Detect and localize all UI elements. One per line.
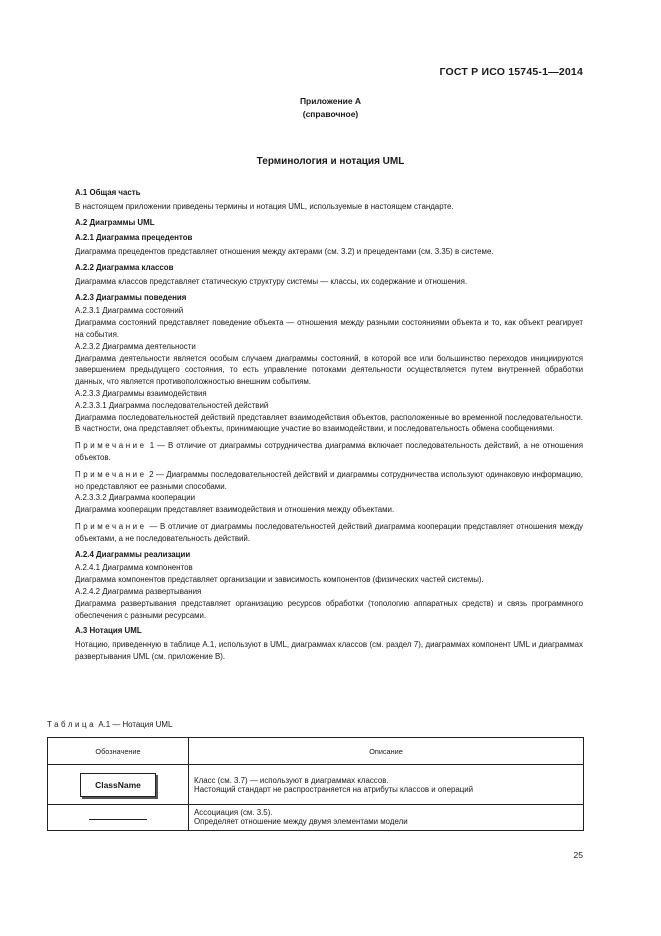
- table-row: [48, 765, 584, 805]
- section-heading: А.2.2 Диаграмма классов: [75, 262, 174, 272]
- section-heading: А.2.1 Диаграмма прецедентов: [75, 233, 193, 243]
- class-description-line2: Настоящий стандарт не распространяется на атрибуты классов и операций: [194, 784, 474, 794]
- note-text: — В отличие от диаграммы последовательностей действий диаграмма кооперации представляет отношения между объектами, а не последовательность действий.: [75, 521, 583, 543]
- table-caption: [47, 720, 172, 729]
- note-label: Примечание: [75, 469, 147, 479]
- body-paragraph: Диаграмма последовательностей действий представляет взаимодействия объектов, расположенные во временной последовательности. В частности, она представляет объекты, принимающие участие во взаимодействии, и последовательность обмена сообщениями.: [75, 412, 583, 434]
- header-symbol: Обозначение: [48, 738, 189, 765]
- body-paragraph: Диаграмма классов представляет статическую структуру системы — классы, их содержание и отношения.: [75, 276, 468, 286]
- association-description-cell: [189, 805, 584, 831]
- document-header: ГОСТ Р ИСО 15745-1—2014: [439, 66, 583, 78]
- association-symbol-cell: [48, 805, 189, 831]
- note-text: 1 — В отличие от диаграммы сотрудничества диаграмма включает последовательность действий, а не отношения объектов.: [75, 441, 583, 462]
- subsection-heading: А.2.4.2 Диаграмма развертывания: [75, 586, 202, 596]
- note-label: Примечание: [75, 521, 147, 531]
- table-row: [48, 805, 584, 831]
- annex-body: [75, 183, 583, 663]
- note-paragraph: [75, 521, 583, 545]
- table-header-row: [48, 738, 584, 765]
- section-heading: А.1 Общая часть: [75, 188, 141, 197]
- class-box-symbol: ClassName: [80, 773, 156, 797]
- body-paragraph: Диаграмма компонентов представляет организации и зависимость компонентов (физических частей системы).: [75, 575, 484, 585]
- section-heading: А.2.4 Диаграммы реализации: [75, 549, 191, 559]
- subsection-heading: А.2.3.1 Диаграмма состояний: [75, 306, 184, 316]
- body-paragraph: Диаграмма прецедентов представляет отношения между актерами (см. 3.2) и прецедентами (см. 3.35) в системе.: [75, 247, 494, 257]
- body-paragraph: Диаграмма состояний представляет поведение объекта — отношения между разными состояниями объекта и то, как объект реагирует на события.: [75, 318, 583, 339]
- class-description-line1: Класс (см. 3.7) — используют в диаграммах классов.: [194, 775, 389, 785]
- annex-title: Терминология и нотация UML: [256, 156, 405, 167]
- body-paragraph: Диаграмма развертывания представляет организацию ресурсов обработки (топологию аппаратных средств) и связь программного обеспечения с разными ресурсами.: [75, 598, 583, 620]
- note-paragraph: [75, 440, 583, 464]
- section-heading: А.2.3 Диаграммы поведения: [75, 292, 187, 302]
- body-paragraph: В настоящем приложении приведены термины и нотация UML, используемые в настоящем стандарте.: [75, 201, 454, 211]
- class-symbol-cell: [48, 765, 189, 805]
- body-paragraph: Диаграмма деятельности является особым случаем диаграммы состояний, в которой все или большинство переходов инициируются завершением предыдущего состояния, то есть управление потоками деятельности осуществляется путем внутренней обработки данных, что является противоположностью внешним событиям.: [75, 353, 583, 387]
- association-description-line2: Определяет отношение между двумя элементами модели: [194, 817, 408, 826]
- section-heading: А.3 Нотация UML: [75, 626, 142, 636]
- note-text: 2 — Диаграммы последовательностей действий и диаграммы сотрудничества используют одинаковую информацию, но представляют ее разными способами.: [75, 469, 583, 491]
- body-paragraph: Нотацию, приведенную в таблице А.1, используют в UML, диаграммах классов (см. раздел 7), диаграммах компонент UML и диаграммах развертывания UML (см. приложение В).: [75, 640, 583, 661]
- subsection-heading: А.2.3.3 Диаграммы взаимодействия: [75, 388, 207, 398]
- subsection-heading: А.2.4.1 Диаграмма компонентов: [75, 563, 193, 573]
- association-description-line1: Ассоциация (см. 3.5).: [194, 808, 273, 817]
- class-description-cell: [189, 765, 584, 805]
- association-line-symbol: [89, 819, 147, 820]
- uml-notation-table: [47, 737, 584, 831]
- subsection-heading: А.2.3.2 Диаграмма деятельности: [75, 341, 196, 351]
- header-description: Описание: [189, 738, 584, 765]
- page-number: 25: [573, 850, 583, 860]
- table-caption-text: А.1 — Нотация UML: [96, 720, 173, 729]
- annex-label: Приложение А: [299, 96, 362, 106]
- annex-type: (справочное): [302, 109, 359, 119]
- body-paragraph: Диаграмма кооперации представляет взаимодействия и отношения между объектами.: [75, 505, 395, 515]
- subsection-heading: А.2.3.3.1 Диаграмма последовательностей действий: [75, 400, 269, 410]
- note-label: Примечание: [75, 441, 147, 451]
- section-heading: А.2 Диаграммы UML: [75, 217, 155, 227]
- table-caption-label: Таблица: [47, 720, 97, 729]
- subsection-heading: А.2.3.3.2 Диаграмма кооперации: [75, 493, 196, 503]
- note-paragraph: [75, 469, 583, 493]
